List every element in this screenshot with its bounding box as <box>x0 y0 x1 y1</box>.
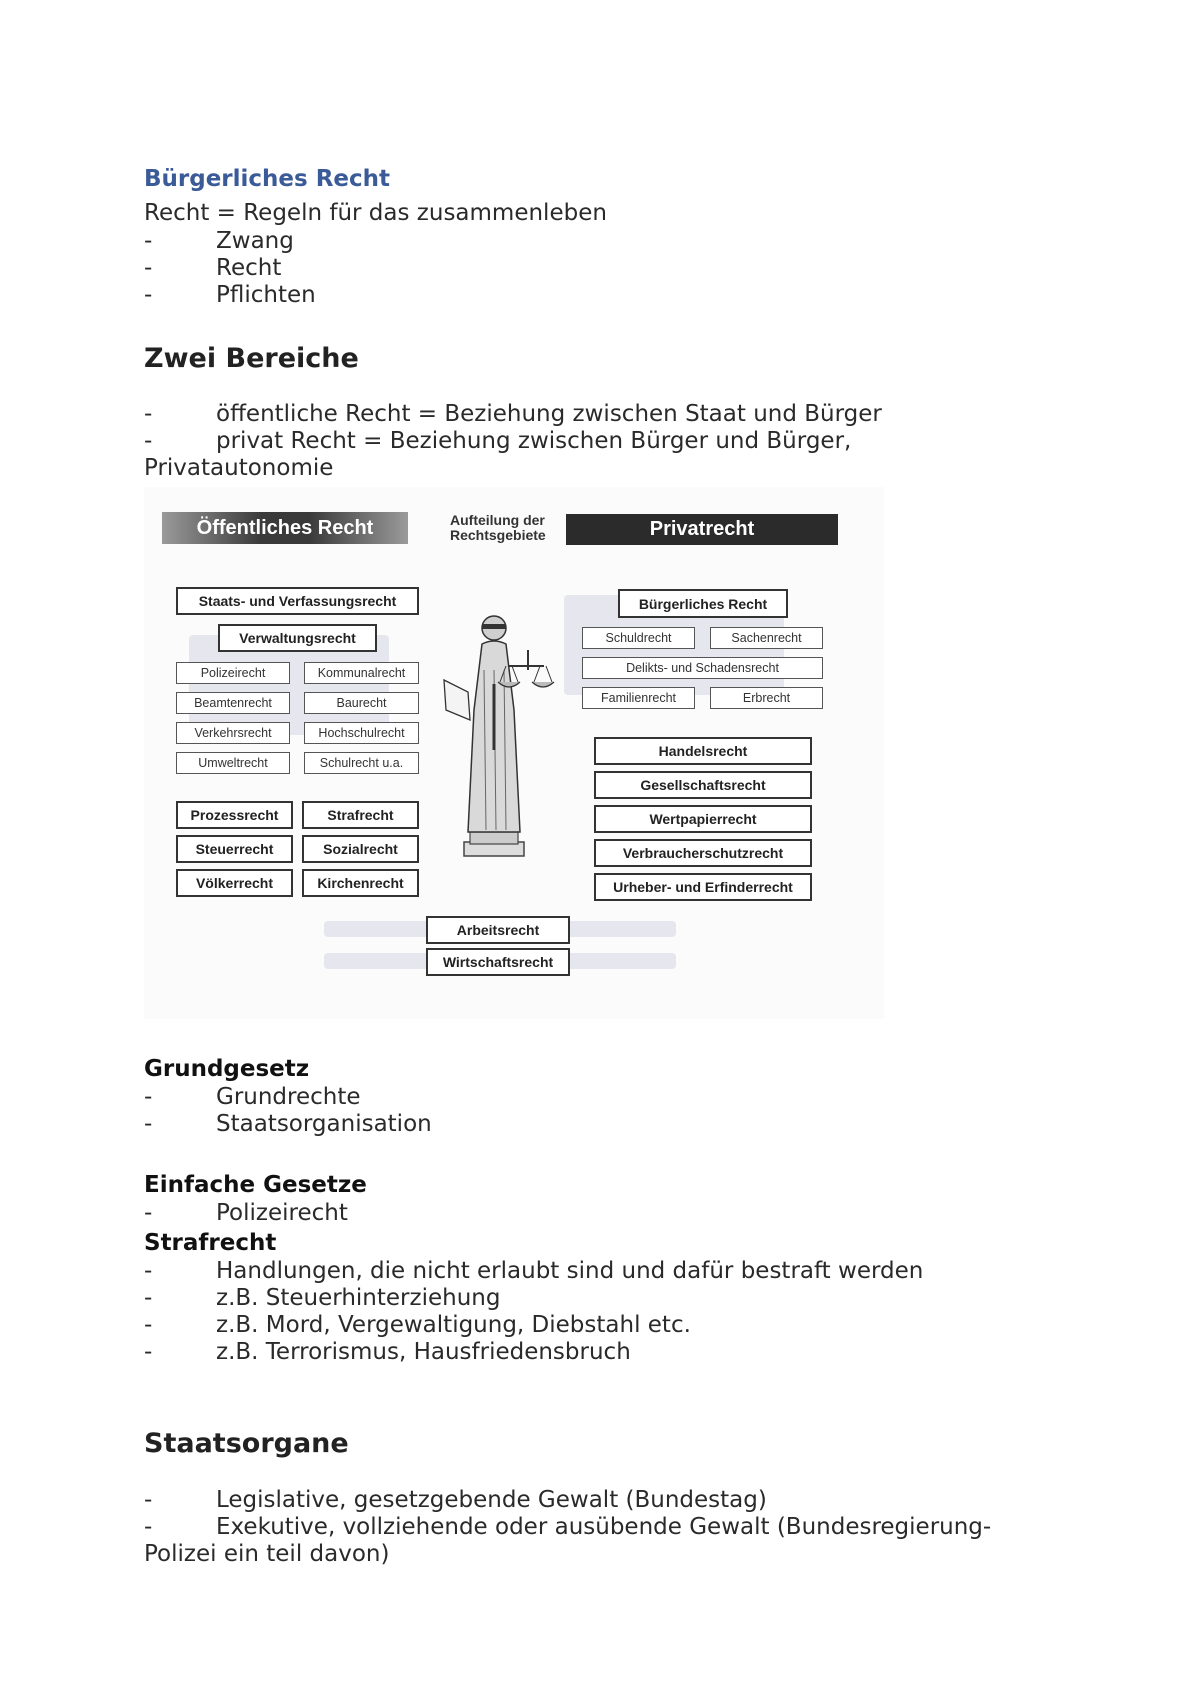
list-item-text: Handlungen, die nicht erlaubt sind und dafür bestraft werden <box>216 1258 924 1284</box>
box-small: Polizeirecht <box>176 662 290 684</box>
bullet-dash: - <box>144 1285 153 1311</box>
box-small: Schuldrecht <box>582 627 695 649</box>
heading-zwei-bereiche: Zwei Bereiche <box>144 343 359 374</box>
right-header: Privatrecht <box>566 514 838 545</box>
list-item-text: Legislative, gesetzgebende Gewalt (Bundestag) <box>216 1487 767 1513</box>
center-label-line: Rechtsgebiete <box>450 527 546 543</box>
box-staats-verfassungsrecht: Staats- und Verfassungsrecht <box>176 587 419 615</box>
box-bold: Gesellschaftsrecht <box>594 771 812 799</box>
box-small: Schulrecht u.a. <box>304 752 419 774</box>
list-item-text: z.B. Terrorismus, Hausfriedensbruch <box>216 1339 631 1365</box>
bullet-dash: - <box>144 1514 153 1540</box>
list-item-text: öffentliche Recht = Beziehung zwischen Staat und Bürger <box>216 401 882 427</box>
center-label <box>450 513 546 543</box>
box-bold: Kirchenrecht <box>302 869 419 897</box>
box-arbeitsrecht: Arbeitsrecht <box>426 916 570 944</box>
list-item-text: z.B. Steuerhinterziehung <box>216 1285 501 1311</box>
bullet-dash: - <box>144 1200 153 1226</box>
bullet-dash: - <box>144 1084 153 1110</box>
list-item-text: Recht <box>216 255 282 281</box>
box-bold: Handelsrecht <box>594 737 812 765</box>
bullet-dash: - <box>144 1487 153 1513</box>
bullet-dash: - <box>144 282 153 308</box>
heading-strafrecht: Strafrecht <box>144 1230 277 1256</box>
center-label-line: Aufteilung der <box>450 512 545 528</box>
bullet-dash: - <box>144 401 153 427</box>
bullet-dash: - <box>144 1339 153 1365</box>
list-item-text: Zwang <box>216 228 294 254</box>
box-small: Baurecht <box>304 692 419 714</box>
list-item-text: Staatsorganisation <box>216 1111 432 1137</box>
heading-einfache-gesetze: Einfache Gesetze <box>144 1172 367 1198</box>
bullet-dash: - <box>144 255 153 281</box>
box-small: Familienrecht <box>582 687 695 709</box>
box-bold: Verbraucherschutzrecht <box>594 839 812 867</box>
bullet-dash: - <box>144 228 153 254</box>
box-small: Umweltrecht <box>176 752 290 774</box>
continuation-text: Polizei ein teil davon) <box>144 1541 390 1567</box>
box-small: Erbrecht <box>710 687 823 709</box>
section-title: Bürgerliches Recht <box>144 166 391 192</box>
list-item-text: z.B. Mord, Vergewaltigung, Diebstahl etc. <box>216 1312 691 1338</box>
bullet-dash: - <box>144 1312 153 1338</box>
bullet-dash: - <box>144 428 153 454</box>
list-item-text: Exekutive, vollziehende oder ausübende Gewalt (Bundesregierung- <box>216 1514 992 1540</box>
box-bold: Steuerrecht <box>176 835 293 863</box>
box-small: Delikts- und Schadensrecht <box>582 657 823 679</box>
continuation-text: Privatautonomie <box>144 455 334 481</box>
list-item-text: privat Recht = Beziehung zwischen Bürger und Bürger, <box>216 428 852 454</box>
heading-staatsorgane: Staatsorgane <box>144 1428 349 1459</box>
bullet-dash: - <box>144 1111 153 1137</box>
box-small: Hochschulrecht <box>304 722 419 744</box>
box-small: Kommunalrecht <box>304 662 419 684</box>
intro-line: Recht = Regeln für das zusammenleben <box>144 200 607 226</box>
heading-grundgesetz: Grundgesetz <box>144 1056 310 1082</box>
box-small: Beamtenrecht <box>176 692 290 714</box>
bullet-dash: - <box>144 1258 153 1284</box>
box-bold: Wertpapierrecht <box>594 805 812 833</box>
box-bold: Völkerrecht <box>176 869 293 897</box>
box-buergerliches-recht: Bürgerliches Recht <box>618 589 788 618</box>
box-bold: Prozessrecht <box>176 801 293 829</box>
box-small: Verkehrsrecht <box>176 722 290 744</box>
list-item-text: Polizeirecht <box>216 1200 348 1226</box>
box-bold: Urheber- und Erfinderrecht <box>594 873 812 901</box>
left-header: Öffentliches Recht <box>162 512 408 544</box>
box-bold: Sozialrecht <box>302 835 419 863</box>
box-wirtschaftsrecht: Wirtschaftsrecht <box>426 948 570 976</box>
box-verwaltungsrecht: Verwaltungsrecht <box>218 624 377 652</box>
rechtsgebiete-diagram <box>144 487 884 1019</box>
box-small: Sachenrecht <box>710 627 823 649</box>
list-item-text: Grundrechte <box>216 1084 361 1110</box>
justitia-statue-icon <box>440 610 566 858</box>
list-item-text: Pflichten <box>216 282 316 308</box>
box-bold: Strafrecht <box>302 801 419 829</box>
